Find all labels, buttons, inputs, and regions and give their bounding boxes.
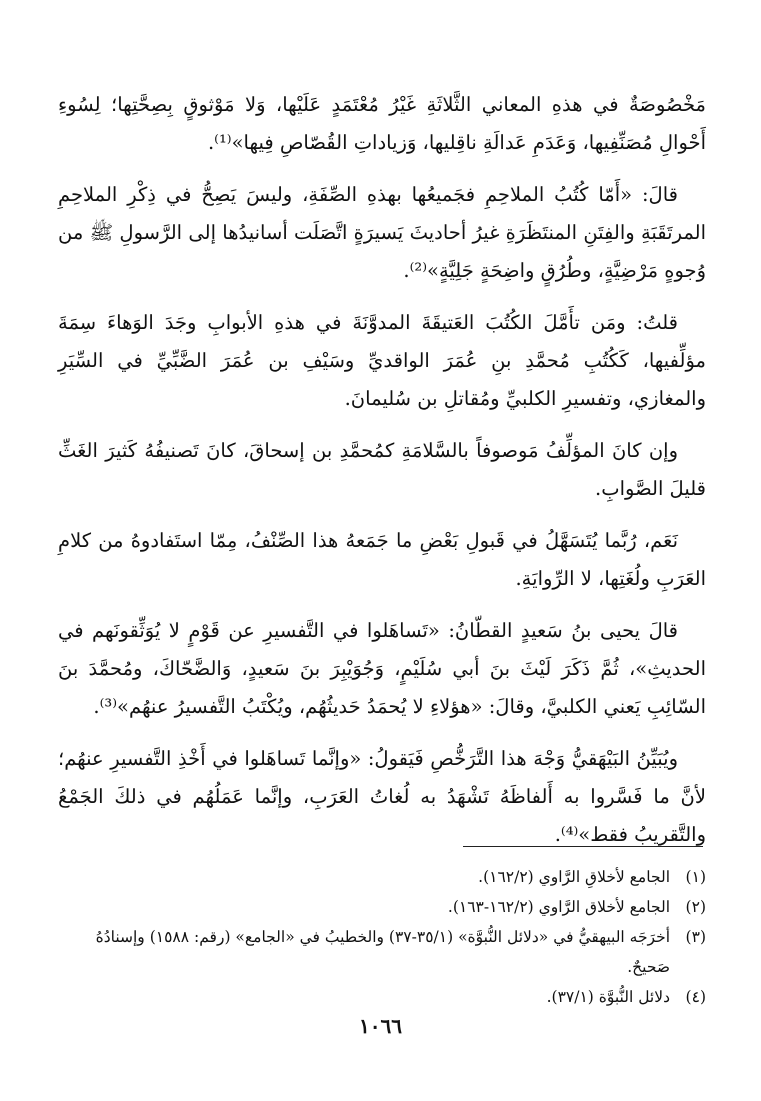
- footnote-number: (٢): [685, 898, 706, 916]
- footnote-divider: [463, 846, 703, 847]
- paragraph: نَعَم، رُبَّما يُتَسَهَّلُ في قَبولِ بَعْضِ ما جَمَعهُ هذا الصِّنْفُ، مِمّا استَفادوهُ من كلامِ العَرَبِ ولُغَتِها، لا الرِّوايَةِ.: [58, 529, 706, 590]
- footnote: [58, 862, 706, 892]
- paragraph: ويُبَيِّنُ البَيْهَقيُّ وَجْهَ هذا التَّرَخُّصِ فَيَقولُ: «وإنَّما تَساهَلوا في أَخْذِ التَّفسيرِ عنهُم؛ لأنَّ ما فَسَّروا به أَلفاظَهُ تَشْهَدُ به لُغاتُ العَرَبِ، وإنَّما عَمَلُهُم في ذلكَ الجَمْعُ والتَّقريبُ فقط»⁽⁴⁾.: [58, 747, 706, 846]
- paragraph: قالَ يحيى بنُ سَعيدٍ القطّانُ: «تَساهَلوا في التَّفسيرِ عن قَوْمٍ لا يُوَثِّقونَهم في الحديثِ»، ثُمَّ ذَكَرَ لَيْثَ بنَ أبي سُلَيْمٍ، وَجُوَيْبِرَ بنَ سَعيدٍ، وَالضَّحّاكَ، ومُحمَّدَ بنَ السّائِبِ يَعني الكلبيَّ، وقالَ: «هؤلاءِ لا يُحمَدُ حَديثُهُم، ويُكْتَبُ التَّفسيرُ عنهُم»⁽³⁾.: [58, 619, 706, 718]
- footnote: [58, 922, 706, 982]
- footnote: [58, 982, 706, 1012]
- footnote-number: (٤): [685, 988, 706, 1006]
- footnote-number: (١): [685, 868, 706, 886]
- paragraph: قلتُ: ومَن تأَمَّلَ الكُتُبَ العَتيقَةَ المدوَّنَةَ في هذهِ الأبوابِ وجَدَ الوَهاءَ سِمَةَ مؤلِّفيها، كَكُتُبِ مُحمَّدِ بنِ عُمَرَ الواقديِّ وسَيْفِ بن عُمَرَ الضَّبِّيِّ في السِّيَرِ والمغازي، وتفسيرِ الكلبيِّ ومُقاتلِ بن سُليمانَ.: [58, 311, 706, 410]
- paragraph: قالَ: «أَمّا كُتُبُ الملاحِمِ فجَميعُها بهذهِ الصِّفَةِ، وليسَ يَصِحُّ في ذِكْرِ الملاحِمِ المرتَقَبَةِ والفِتَنِ المنتَظَرَةِ غيرُ أحاديثَ يَسيرَةٍ اتَّصَلَت أسانيدُها إلى الرَّسولِ ﷺ من وُجوهٍ مَرْضِيَّةٍ، وطُرُقٍ واضِحَةٍ جَلِيَّةٍ»⁽²⁾.: [58, 183, 706, 282]
- page-number: ١٠٦٦: [359, 1014, 402, 1038]
- footnote-text: الجامع لأخلاق الرَّاوي (١٦٢/٢-١٦٣).: [447, 898, 670, 916]
- paragraph: مَخْصُوصَةٌ في هذهِ المعاني الثَّلاثَةِ غَيْرُ مُعْتَمَدٍ عَلَيْها، وَلا مَوْثوقٍ بِصِحَّتِها؛ لِسُوءِ أَحْوالِ مُصَنِّفِيها، وَعَدَمِ عَدالَةِ ناقِليها، وَزياداتِ القُصّاصِ فِيها»⁽¹⁾.: [58, 93, 706, 154]
- main-text: [58, 86, 706, 868]
- footnote-text: أخرَجَه البيهقيُّ في «دلائل النُّبوَّة» (٣٥/١-٣٧) والخطيبُ في «الجامع» (رقم: ١٥٨٨) وإسنادُهُ صَحيحٌ.: [95, 928, 670, 976]
- footnote-text: دلائل النُّبوَّة (٣٧/١).: [546, 988, 670, 1006]
- paragraph: وإن كانَ المؤلِّفُ مَوصوفاً بالسَّلامَةِ كمُحمَّدِ بن إسحاقَ، كانَ تَصنيفُهُ كَثيرَ الغَثِّ قليلَ الصَّوابِ.: [58, 439, 706, 500]
- footnote-text: الجامع لأخلاقِ الرَّاوي (١٦٢/٢).: [478, 868, 670, 886]
- footnote-number: (٣): [685, 928, 706, 946]
- footnote: [58, 892, 706, 922]
- footnotes: [58, 862, 706, 1012]
